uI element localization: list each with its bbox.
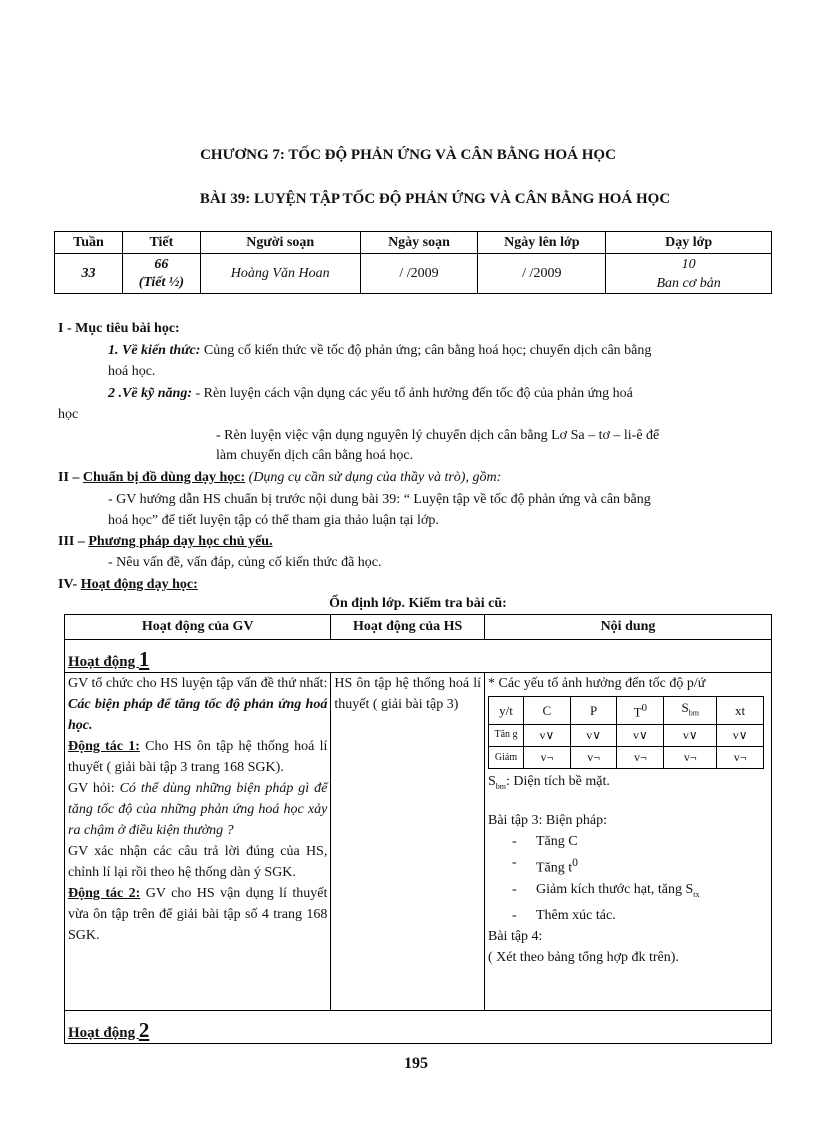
gv-paragraph-2: Động tác 1: Cho HS ôn tập hệ thống hoá lí thuyết ( giải bài tập 3 trang 168 SGK). (68, 739, 328, 775)
header-class: Dạy lớp (606, 232, 772, 254)
date-taught-value: / /2009 (478, 254, 606, 294)
page-number: 195 (404, 1055, 428, 1072)
activity-2-row (65, 1011, 772, 1044)
decrease-sbm: v¬ (664, 746, 717, 768)
table-caption: Ổn định lớp. Kiểm tra bài cũ: (329, 596, 507, 611)
factors-increase-row (489, 724, 764, 746)
chapter-title: CHƯƠNG 7: TỐC ĐỘ PHẢN ỨNG VÀ CÂN BẰNG HOÁ HỌC (200, 147, 616, 163)
content-column (485, 673, 772, 1011)
exercise-3-item: - Tăng $t^0$ (512, 852, 768, 879)
factors-intro: * Các yếu tố ảnh hưởng đến tốc độ p/ứ (488, 676, 706, 691)
activity-1-row (65, 640, 772, 673)
skills-line-2-cont: làm chuyển dịch cân bằng hoá học. (216, 448, 414, 463)
knowledge-text: Củng cố kiến thức về tốc độ phản ứng; cân bằng hoá học; chuyển dịch cân bằng (200, 343, 652, 358)
gv-question: Có thể dùng những biện pháp gì để tăng tốc độ của những phản ứng hoá học xảy ra chậm ở điều kiện thường ? (68, 781, 328, 838)
factor-xt: xt (717, 697, 764, 725)
header-date-prepared: Ngày soạn (360, 232, 478, 254)
class-cell (606, 254, 772, 294)
hs-column (331, 673, 485, 1011)
class-value: 10 (681, 256, 696, 272)
exercise-3-list (488, 831, 768, 925)
activity-table (64, 614, 772, 1044)
skills-label: 2 .Về kỹ năng: (108, 386, 192, 401)
section-2-heading (58, 468, 772, 488)
activity-2-number: 2 (138, 1018, 150, 1042)
section-3-title: Phương pháp dạy học chủ yếu. (88, 534, 273, 549)
header-week: Tuần (55, 232, 123, 254)
class-note: Ban cơ bản (656, 275, 721, 291)
date-prepared-value: / /2009 (360, 254, 478, 294)
section-3-line-1: - Nêu vấn đề, vấn đáp, củng cố kiến thức đã học. (108, 555, 382, 570)
skills-text-1: - Rèn luyện cách vận dụng các yếu tố ảnh hưởng đến tốc độ của phản ứng hoá (192, 386, 633, 401)
increase-label: Tăn g (489, 724, 524, 746)
lesson-title: BÀI 39: LUYỆN TẬP TỐC ĐỘ PHẢN ỨNG VÀ CÂN BẰNG HOÁ HỌC (199, 191, 671, 207)
week-value: 33 (55, 254, 123, 294)
header-date-taught: Ngày lên lớp (478, 232, 606, 254)
gv-paragraph-3: GV hỏi: Có thể dùng những biện pháp gì để tăng tốc độ của những phản ứng hoá học xảy ra chậm ở điều kiện thường ? (68, 781, 328, 838)
action-1-label: Động tác 1: (68, 739, 140, 754)
increase-t: v∨ (617, 724, 664, 746)
knowledge-line (108, 341, 772, 361)
activity-1-body (65, 673, 772, 1011)
section-3-prefix: III – (58, 534, 89, 549)
gv-paragraph-5: Động tác 2: GV cho HS vận dụng lí thuyết vừa ôn tập trên để giải bài tập số 4 trang 168 SGK. (68, 886, 328, 943)
period-cell (122, 254, 200, 294)
period-note: (Tiết ½) (138, 274, 185, 290)
decrease-p: v¬ (570, 746, 617, 768)
hs-text: HS ôn tập hệ thống hoá lí thuyết ( giải bài tập 3) (334, 676, 481, 712)
increase-c: v∨ (524, 724, 571, 746)
increase-p: v∨ (570, 724, 617, 746)
period-value: 66 (154, 256, 169, 272)
factor-sbm: $S_{bm}$ (664, 697, 717, 725)
knowledge-label: 1. Về kiến thức: (108, 343, 201, 358)
section-2-line-2: hoá học” để tiết luyện tập có thể tham gia thảo luận tại lớp. (108, 513, 439, 528)
exercise-4-title: Bài tập 4: (488, 928, 543, 944)
section-2-line-1: - GV hướng dẫn HS chuẩn bị trước nội dung bài 39: “ Luyện tập về tốc độ phản ứng và cân bằng (108, 492, 651, 507)
activity-1-number: 1 (138, 647, 150, 671)
increase-xt: v∨ (717, 724, 764, 746)
header-gv: Hoạt động của GV (65, 615, 331, 640)
section-4-heading (58, 575, 198, 595)
factor-c: C (524, 697, 571, 725)
gv-paragraph-1: GV tổ chức cho HS luyện tập vấn đề thứ nhất: Các biện pháp để tăng tốc độ phản ứng hoá học. (68, 676, 328, 733)
activity-2-heading (65, 1011, 772, 1044)
decrease-t: v¬ (617, 746, 664, 768)
exercise-3-item: - Thêm xúc tác. (512, 905, 768, 926)
section-3-heading (58, 532, 273, 552)
skills-line-1-cont: học (58, 407, 79, 422)
exercise-3-title: Bài tập 3: Biện pháp: (488, 813, 607, 829)
exercise-3-item: - Giảm kích thước hạt, tăng $S_{tx}$ (512, 879, 768, 905)
header-author: Người soạn (200, 232, 360, 254)
exercise-4-text: ( Xét theo bảng tổng hợp đk trên). (488, 949, 679, 965)
factors-decrease-row (489, 746, 764, 768)
activity-header-row (65, 615, 772, 640)
activity-2-label: Hoạt động (68, 1025, 139, 1041)
exercise-3-item: - Tăng C (512, 831, 768, 852)
header-content: Nội dung (485, 615, 772, 640)
section-2-title: Chuẩn bị đồ dùng dạy học: (82, 470, 246, 485)
section-2-note: (Dụng cụ cần sử dụng của thầy và trò), gồm: (245, 470, 502, 485)
factor-t: $T^0$ (617, 697, 664, 725)
info-header-row (55, 232, 772, 254)
section-4-title: Hoạt động dạy học: (80, 577, 198, 592)
factors-table (488, 696, 764, 769)
activity-1-label: Hoạt động (68, 654, 139, 670)
gv-column (65, 673, 331, 1011)
header-period: Tiết (122, 232, 200, 254)
sbm-definition: $S_{bm}$: Diện tích bề mặt. (488, 773, 610, 791)
factor-yt: y/t (489, 697, 524, 725)
info-value-row (55, 254, 772, 294)
factors-header-row (489, 697, 764, 725)
gv-topic: Các biện pháp để tăng tốc độ phản ứng hoá học. (68, 697, 328, 733)
decrease-c: v¬ (524, 746, 571, 768)
activity-1-heading (65, 640, 772, 673)
skills-line-2: - Rèn luyện việc vận dụng nguyên lý chuyển dịch cân bằng Lơ Sa – tơ – li-ê để (216, 428, 660, 443)
gv-paragraph-4: GV xác nhận các câu trả lời đúng của HS, chỉnh lí lại rồi theo hệ thống dàn ý SGK. (68, 844, 328, 880)
decrease-label: Giảm (489, 746, 524, 768)
header-hs: Hoạt động của HS (331, 615, 485, 640)
skills-line-1 (108, 384, 772, 404)
section-4-prefix: IV- (58, 577, 81, 592)
decrease-xt: v¬ (717, 746, 764, 768)
factor-p: P (570, 697, 617, 725)
increase-sbm: v∨ (664, 724, 717, 746)
author-value: Hoàng Văn Hoan (200, 254, 360, 294)
lesson-info-table (54, 231, 772, 294)
action-2-label: Động tác 2: (68, 886, 141, 901)
knowledge-cont: hoá học. (108, 364, 156, 379)
section-2-prefix: II – (58, 470, 83, 485)
section-1-title: I - Mục tiêu bài học: (58, 321, 180, 336)
